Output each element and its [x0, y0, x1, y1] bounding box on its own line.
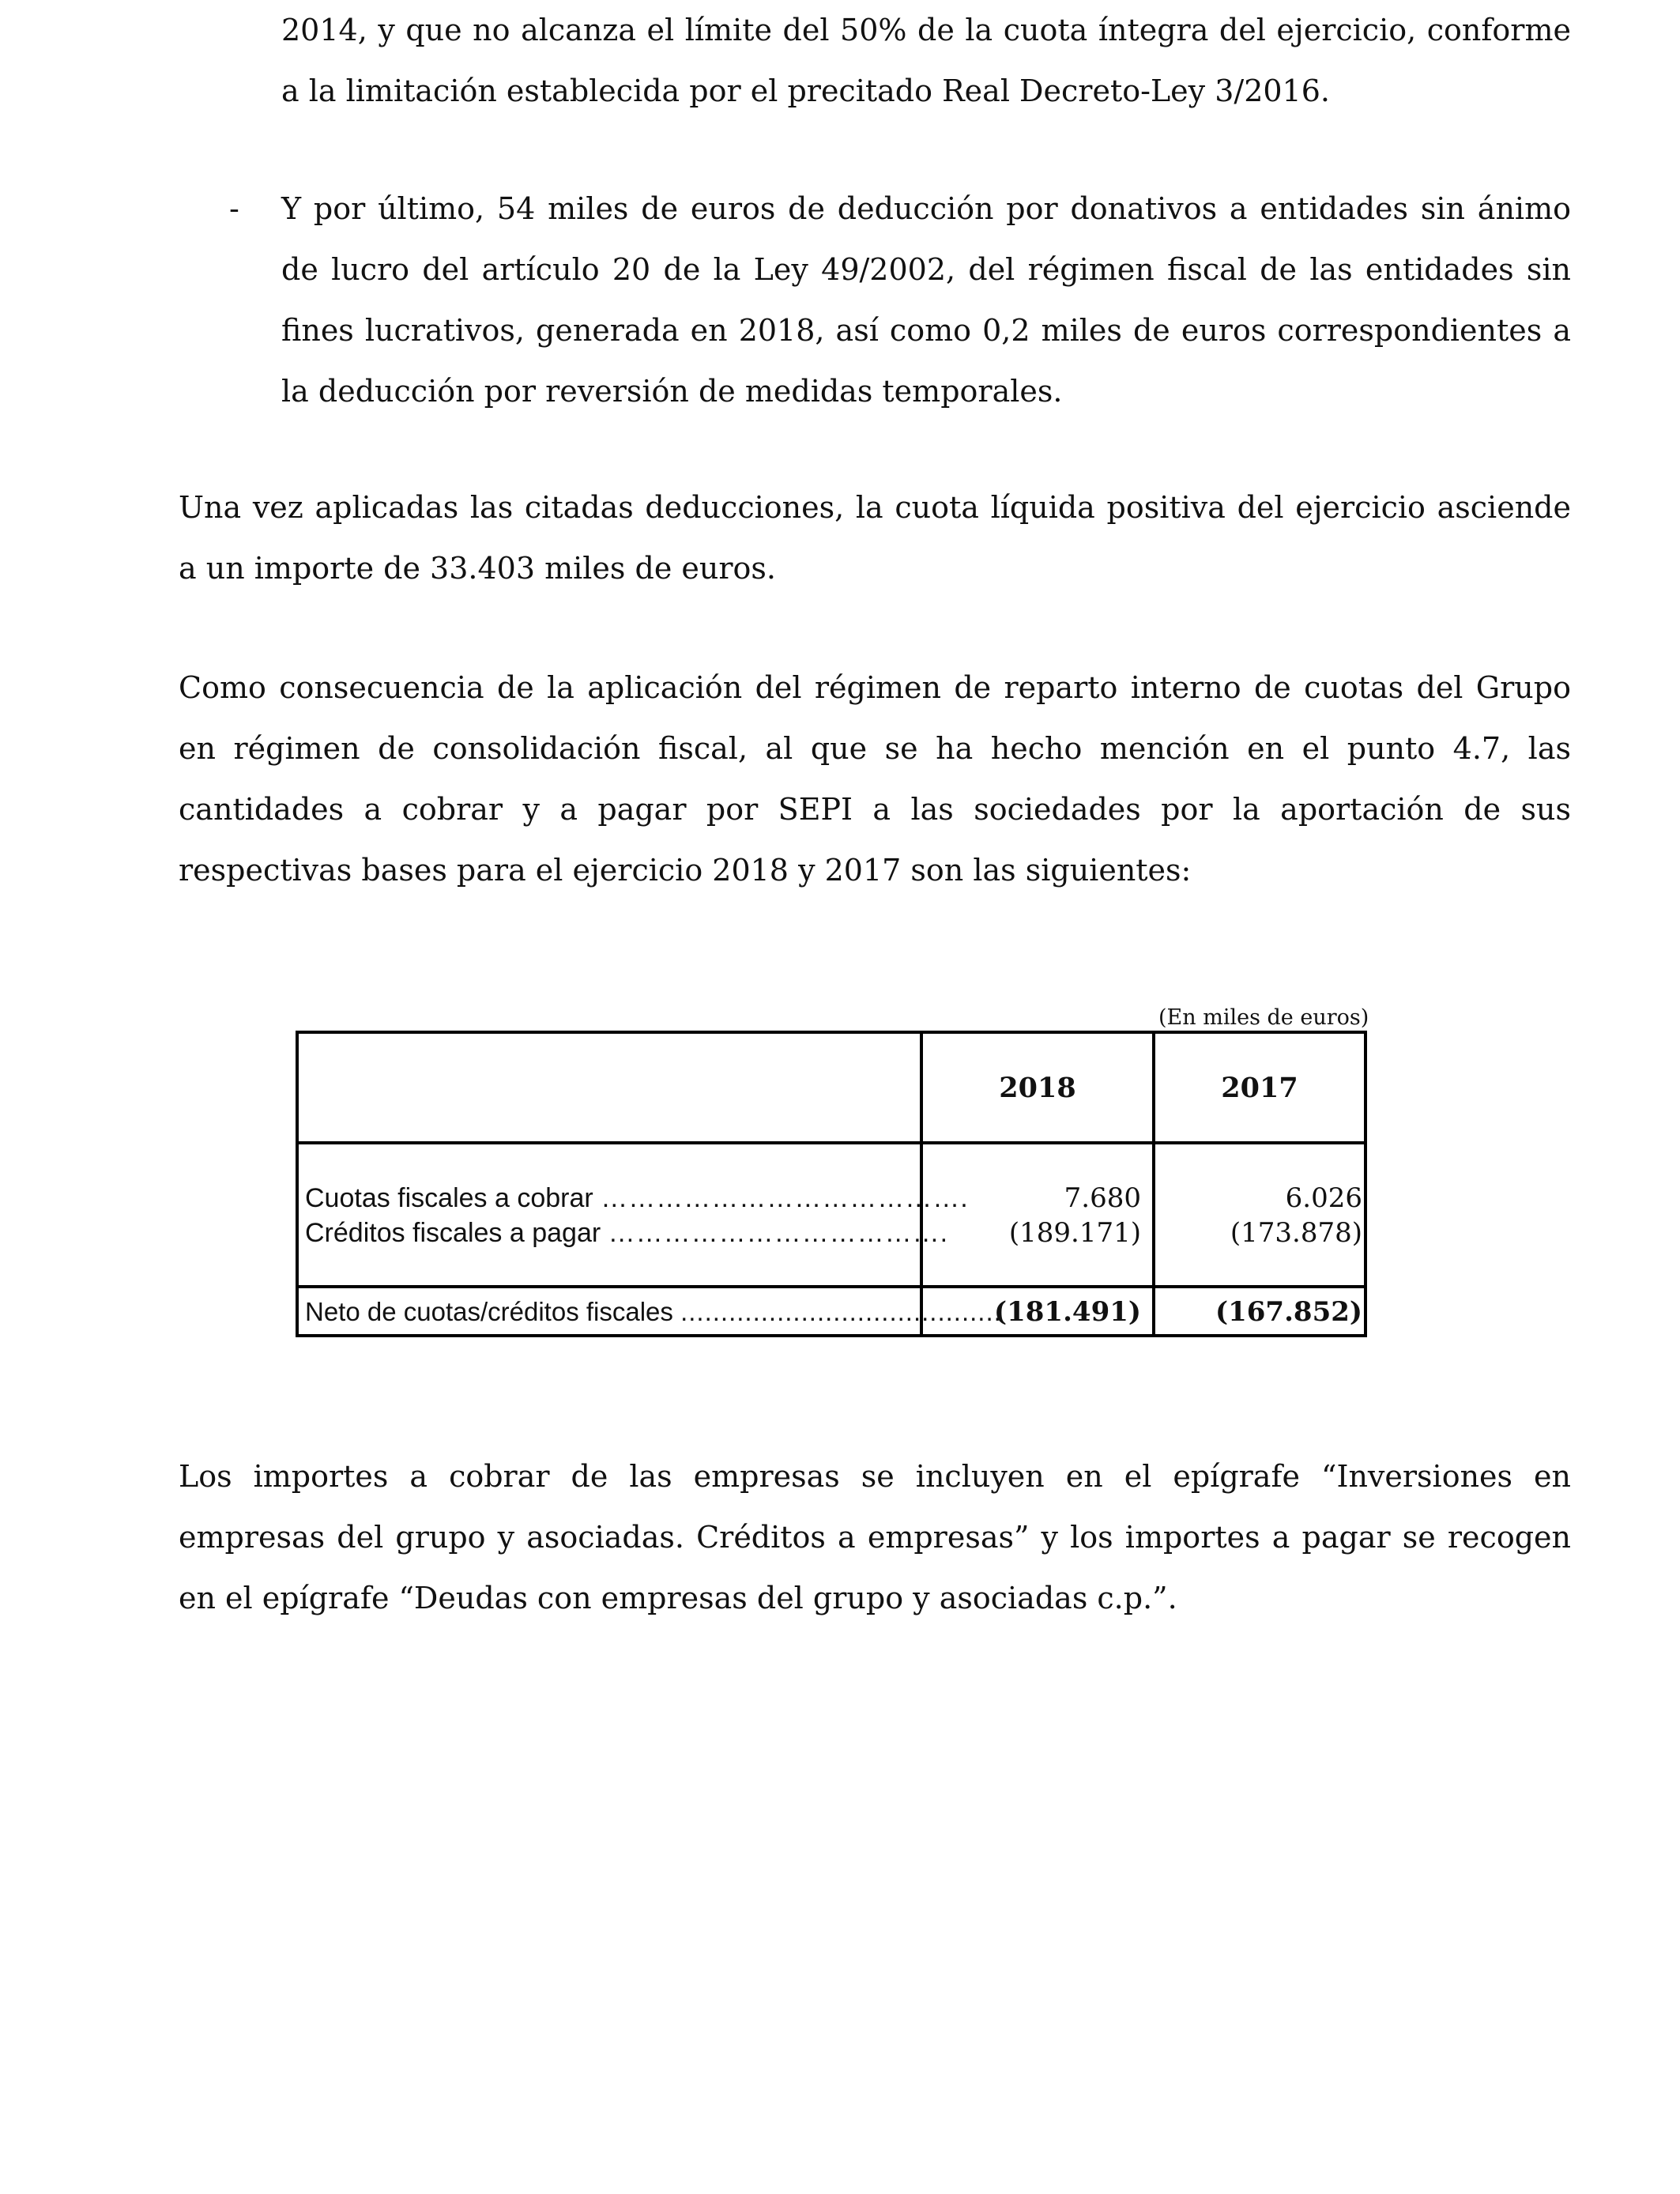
column-header-2018: 2018 [999, 1072, 1076, 1104]
cell-net-total-2018: (181.491) [994, 1296, 1141, 1328]
leader-dots: …………………………………. [601, 1183, 969, 1213]
cell-receivable-2017: 6.026 [1285, 1182, 1362, 1214]
row-label-text: Cuotas fiscales a cobrar [305, 1183, 593, 1213]
row-label-text: Créditos fiscales a pagar [305, 1218, 601, 1248]
tax-receivables-payables-table [296, 1031, 1367, 1337]
table-header-divider [299, 1141, 1364, 1144]
bullet-dash: - [229, 191, 239, 226]
cell-net-total-2017: (167.852) [1215, 1296, 1362, 1328]
leader-dots: ........................................ [680, 1297, 1002, 1326]
paragraph-donation-deduction: Y por último, 54 miles de euros de deducción por donativos a entidades sin ánimo de lucro del artículo 20 de la Ley 49/2002, del régimen fiscal de las entidades sin fines lucrativos, generada en 2018, así como 0,2 miles de euros correspondientes a la deducción por reversión de medidas temporales. [281, 191, 1571, 409]
table-units-note: (En miles de euros) [1158, 1005, 1369, 1030]
cell-payable-2018: (189.171) [1008, 1217, 1141, 1249]
paragraph-limit-continuation: 2014, y que no alcanza el límite del 50% de la cuota íntegra del ejercicio, conforme a la limitación establecida por el precitado Real Decreto-Ley 3/2016. [281, 13, 1571, 108]
row-label-text: Neto de cuotas/créditos fiscales [305, 1297, 673, 1326]
row-label-receivable [305, 1181, 969, 1216]
row-label-payable [305, 1216, 949, 1250]
cell-payable-2017: (173.878) [1230, 1217, 1362, 1249]
table-total-divider [299, 1285, 1364, 1288]
row-label-net-total [305, 1295, 1002, 1329]
cell-receivable-2018: 7.680 [1064, 1182, 1141, 1214]
paragraph-accounting-classification: Los importes a cobrar de las empresas se incluyen en el epígrafe “Inversiones en empresas del grupo y asociadas. Créditos a empresas” y los importes a pagar se recogen en el epígrafe “Deudas con empresas del grupo y asociadas c.p.”. [179, 1459, 1571, 1615]
paragraph-net-tax-liability: Una vez aplicadas las citadas deducciones, la cuota líquida positiva del ejercicio asciende a un importe de 33.403 miles de euros. [179, 490, 1571, 586]
column-header-2017: 2017 [1221, 1072, 1298, 1104]
leader-dots: ………………………………. [608, 1218, 949, 1248]
paragraph-consolidation-regime: Como consecuencia de la aplicación del régimen de reparto interno de cuotas del Grupo en régimen de consolidación fiscal, al que se ha hecho mención en el punto 4.7, las cantidades a cobrar y a pagar por SEPI a las sociedades por la aportación de sus respectivas bases para el ejercicio 2018 y 2017 son las siguientes: [179, 670, 1571, 888]
